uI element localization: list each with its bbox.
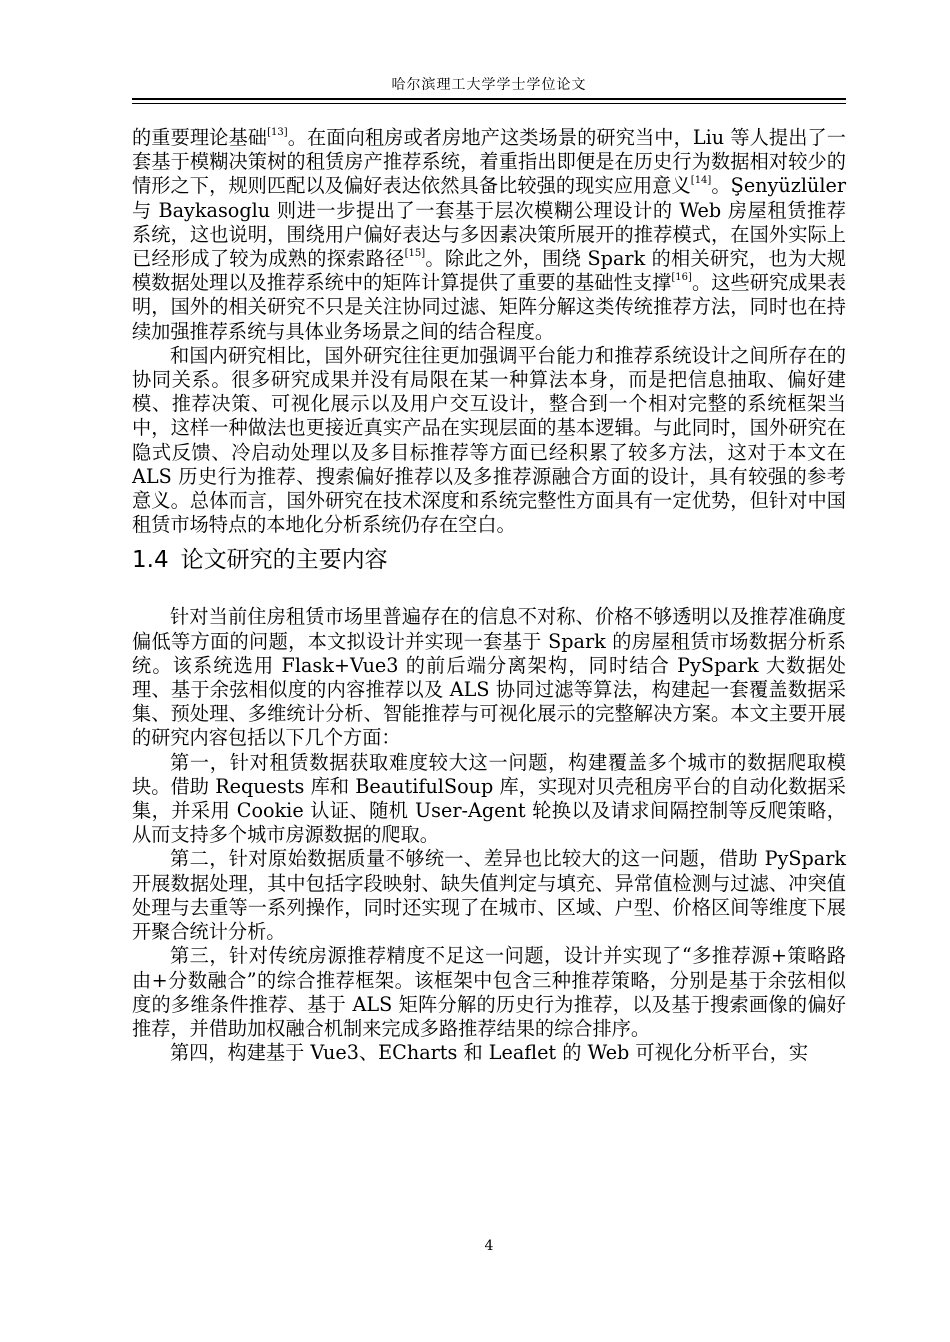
paragraph <box>132 126 846 344</box>
paragraph-text: 第四，构建基于 Vue3、ECharts 和 Leaflet 的 Web 可视化分析平台，实 <box>170 1041 809 1065</box>
paragraph-text: 针对当前住房租赁市场里普遍存在的信息不对称、价格不够透明以及推荐准确度偏低等方面的问题，本文拟设计并实现一套基于 Spark 的房屋租赁市场数据分析系统。该系统选用 Flask+Vue3 的前后端分离架构，同时结合 PySpark 大数据处理、基于余弦相似度的内容推荐以及 ALS 协同过滤等算法，构建起一套覆盖数据采集、预处理、多维统计分析、智能推荐与可视化展示的完整解决方案。本文主要开展的研究内容包括以下几个方面： <box>132 605 846 750</box>
body-text <box>132 126 846 1065</box>
paragraphs-bottom <box>132 605 846 1065</box>
paragraph <box>132 605 846 750</box>
header-rule-thick <box>132 98 846 100</box>
paragraphs-top <box>132 126 846 537</box>
page-header: 哈尔滨理工大学学士学位论文 <box>391 77 587 93</box>
section-title: 论文研究的主要内容 <box>180 547 388 574</box>
paragraph-text: 第一，针对租赁数据获取难度较大这一问题，构建覆盖多个城市的数据爬取模块。借助 Requests 库和 BeautifulSoup 库，实现对贝壳租房平台的自动化数据采集，并采用 Cookie 认证、随机 User-Agent 轮换以及请求间隔控制等反爬策略，从而支持多个城市房源数据的爬取。 <box>132 750 846 847</box>
paragraph-text: 和国内研究相比，国外研究往往更加强调平台能力和推荐系统设计之间所存在的协同关系。很多研究成果并没有局限在某一种算法本身，而是把信息抽取、偏好建模、推荐决策、可视化展示以及用户交互设计，整合到一个相对完整的系统框架当中，这样一种做法也更接近真实产品在实现层面的基本逻辑。与此同时，国外研究在隐式反馈、冷启动处理以及多目标推荐等方面已经积累了较多方法，这对于本文在 ALS 历史行为推荐、搜索偏好推荐以及多推荐源融合方面的设计，具有较强的参考意义。总体而言，国外研究在技术深度和系统完整性方面具有一定优势，但针对中国租赁市场特点的本地化分析系统仍存在空白。 <box>132 343 846 537</box>
paragraph-text: 。在面向租房或者房地产这类场景的研究当中，Liu 等人提出了一套基于模糊决策树的租赁房产推荐系统，着重指出即便是在历史行为数据相对较少的情形之下，规则匹配以及偏好表达依然具备比较强的现实应用意义 <box>132 126 846 198</box>
section-heading <box>132 537 846 605</box>
paragraph-text: 。这些研究成果表明，国外的相关研究不只是关注协同过滤、矩阵分解这类传统推荐方法，同时也在持续加强推荐系统与具体业务场景之间的结合程度。 <box>132 271 847 343</box>
page-number: 4 <box>484 1238 494 1254</box>
paragraph-text: 第二，针对原始数据质量不够统一、差异也比较大的这一问题，借助 PySpark 开展数据处理，其中包括字段映射、缺失值判定与填充、异常值检测与过滤、冲突值处理与去重等一系列操作，同时还实现了在城市、区域、户型、价格区间等维度下展开聚合统计分析。 <box>132 847 846 944</box>
citation-ref: [14] <box>690 175 712 187</box>
paragraph <box>132 751 846 848</box>
citation-ref: [16] <box>671 271 692 283</box>
paragraph <box>132 1041 846 1065</box>
header-rule-thin <box>132 103 846 104</box>
citation-ref: [15] <box>404 247 426 259</box>
paragraph-text: 第三，针对传统房源推荐精度不足这一问题，设计并实现了“多推荐源+策略路由+分数融合”的综合推荐框架。该框架中包含三种推荐策略，分别是基于余弦相似度的多维条件推荐、基于 ALS 矩阵分解的历史行为推荐，以及基于搜索画像的偏好推荐，并借助加权融合机制来完成多路推荐结果的综合排序。 <box>132 944 846 1040</box>
citation-ref: [13] <box>267 126 288 138</box>
section-number: 1.4 <box>132 547 169 574</box>
paragraph <box>132 847 846 944</box>
paragraph-text: 的重要理论基础 <box>132 126 268 149</box>
paragraph <box>132 344 846 538</box>
paragraph-text: 。Şenyüzlüler 与 Baykasoglu 则进一步提出了一套基于层次模糊公理设计的 Web 房屋租赁推荐系统，这也说明，围绕用户偏好表达与多因素决策所展开的推荐模式，在国外实际上已经形成了较为成熟的探索路径 <box>132 174 846 271</box>
paragraph-text: 。除此之外，围绕 Spark 的相关研究，也为大规模数据处理以及推荐系统中的矩阵计算提供了重要的基础性支撑 <box>132 247 846 295</box>
paragraph <box>132 944 846 1041</box>
